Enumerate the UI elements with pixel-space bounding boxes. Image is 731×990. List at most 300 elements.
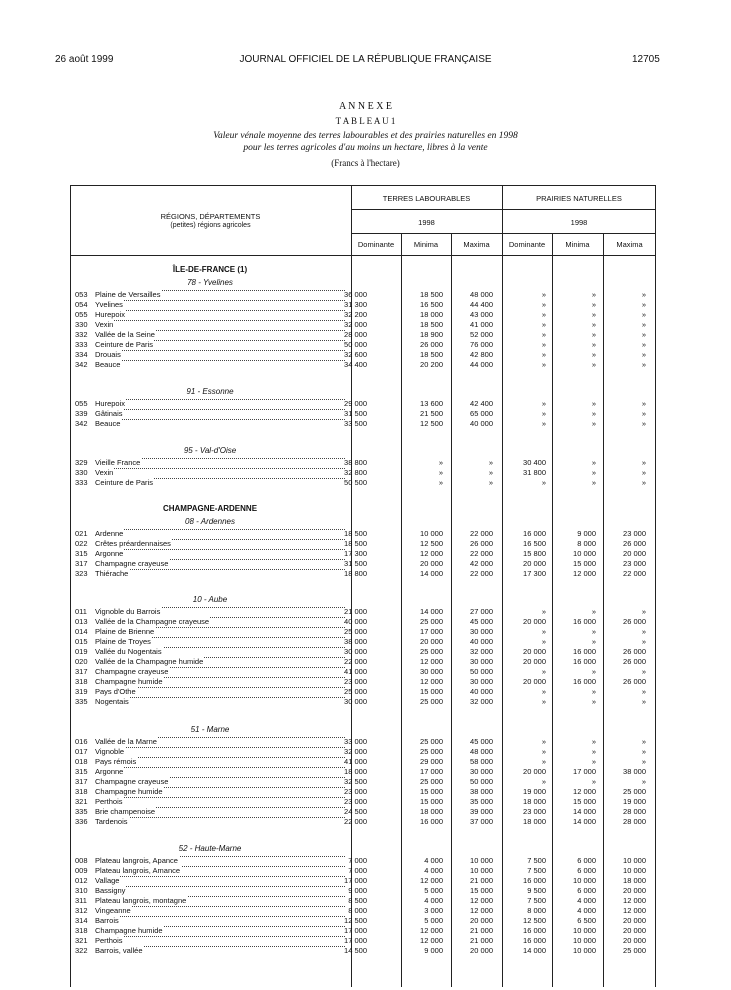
prairies-header: PRAIRIES NATURELLES bbox=[536, 194, 622, 203]
header-rule bbox=[70, 255, 656, 256]
table-row bbox=[0, 787, 731, 797]
table-row bbox=[0, 757, 731, 767]
table-row bbox=[0, 777, 731, 787]
terres-minima-value: 12 000 bbox=[420, 926, 443, 935]
terres-dominante-value: 18 000 bbox=[344, 767, 367, 776]
prairies-minima-value: 14 000 bbox=[573, 817, 596, 826]
table-row bbox=[0, 607, 731, 617]
leader-dots bbox=[95, 320, 345, 321]
table-row bbox=[0, 559, 731, 569]
terres-maxima-value: 22 000 bbox=[470, 529, 493, 538]
region-code: 009 bbox=[75, 866, 88, 875]
table-row bbox=[0, 360, 731, 370]
terres-maxima-value: 37 000 bbox=[470, 817, 493, 826]
terres-maxima-value: 48 000 bbox=[470, 747, 493, 756]
prairies-minima-value: 16 000 bbox=[573, 677, 596, 686]
region-name: Plaine de Brienne bbox=[95, 627, 155, 636]
terres-maxima-value: 35 000 bbox=[470, 797, 493, 806]
terres-dominante-value: 24 500 bbox=[344, 807, 367, 816]
prairies-dominante-value: 16 000 bbox=[523, 926, 546, 935]
region-name: Plaine de Troyes bbox=[95, 637, 151, 646]
prairies-minima-value: 9 000 bbox=[577, 529, 596, 538]
region-code: 318 bbox=[75, 787, 88, 796]
terres-maxima-value: 30 000 bbox=[470, 767, 493, 776]
terres-maxima-value: 44 400 bbox=[470, 300, 493, 309]
region-name-cell bbox=[95, 360, 345, 370]
prairies-maxima-value: 26 000 bbox=[623, 647, 646, 656]
prairies-dominante-value: 7 500 bbox=[527, 896, 546, 905]
terres-minima-value: 15 000 bbox=[420, 797, 443, 806]
prairies-maxima-value: » bbox=[641, 350, 646, 359]
region-name: Thiérache bbox=[95, 569, 129, 578]
terres-minima-value: 14 000 bbox=[420, 607, 443, 616]
region-name: Pays rémois bbox=[95, 757, 137, 766]
leader-dots bbox=[95, 797, 345, 798]
region-name: Champagne humide bbox=[95, 926, 163, 935]
region-name-cell bbox=[95, 559, 345, 569]
prairies-maxima-value: 20 000 bbox=[623, 549, 646, 558]
table-row bbox=[0, 549, 731, 559]
terres-dominante-value: 31 500 bbox=[344, 559, 367, 568]
region-code: 315 bbox=[75, 549, 88, 558]
terres-dominante-value: 22 000 bbox=[344, 657, 367, 666]
terres-maxima-value: 32 000 bbox=[470, 697, 493, 706]
terres-maxima-value: 20 000 bbox=[470, 946, 493, 955]
region-code: 335 bbox=[75, 807, 88, 816]
terres-minima-value: 25 000 bbox=[420, 777, 443, 786]
region-code: 022 bbox=[75, 539, 88, 548]
terres-dominante-value: 34 400 bbox=[344, 360, 367, 369]
terres-maxima-value: 21 000 bbox=[470, 936, 493, 945]
region-name-cell bbox=[95, 866, 345, 876]
prairies-minima-value: » bbox=[591, 687, 596, 696]
terres-maxima-value: 40 000 bbox=[470, 637, 493, 646]
region-name: Vallée de la Marne bbox=[95, 737, 157, 746]
terres-dominante-value: 7 000 bbox=[348, 866, 367, 875]
prairies-minima-value: 15 000 bbox=[573, 559, 596, 568]
prairies-maxima-value: 20 000 bbox=[623, 936, 646, 945]
table-row bbox=[0, 657, 731, 667]
region-name-cell bbox=[95, 330, 345, 340]
terres-dominante-value: 7 000 bbox=[348, 856, 367, 865]
terres-dominante-value: 25 000 bbox=[344, 687, 367, 696]
terres-dominante-value: 32 500 bbox=[344, 777, 367, 786]
leader-dots bbox=[95, 916, 345, 917]
terres-dominante-value: 23 000 bbox=[344, 677, 367, 686]
region-code: 335 bbox=[75, 697, 88, 706]
table-row bbox=[0, 458, 731, 468]
prairies-maxima-value: » bbox=[641, 409, 646, 418]
table-row bbox=[0, 290, 731, 300]
region-name: Nogentais bbox=[95, 697, 129, 706]
department-heading: 91 - Essonne bbox=[186, 387, 234, 396]
region-name-cell bbox=[95, 350, 345, 360]
terres-maxima-value: 21 000 bbox=[470, 876, 493, 885]
region-code: 310 bbox=[75, 886, 88, 895]
region-name: Vexin bbox=[95, 320, 114, 329]
leader-dots bbox=[95, 310, 345, 311]
region-name-cell bbox=[95, 607, 345, 617]
region-name-cell bbox=[95, 320, 345, 330]
table-row bbox=[0, 936, 731, 946]
leader-dots bbox=[95, 906, 345, 907]
prairies-minima-value: 10 000 bbox=[573, 876, 596, 885]
table-row bbox=[0, 767, 731, 777]
region-code: 317 bbox=[75, 559, 88, 568]
region-name-cell bbox=[95, 946, 345, 956]
region-name: Champagne crayeuse bbox=[95, 667, 169, 676]
terres-header: TERRES LABOURABLES bbox=[382, 194, 471, 203]
prairies-minima-value: » bbox=[591, 627, 596, 636]
prairies-minima-value: » bbox=[591, 667, 596, 676]
terres-minima-value: 16 000 bbox=[420, 817, 443, 826]
prairies-dominante-value: 9 500 bbox=[527, 886, 546, 895]
region-name-cell bbox=[95, 807, 345, 817]
terres-maxima-value: 15 000 bbox=[470, 886, 493, 895]
table-row bbox=[0, 320, 731, 330]
region-code: 017 bbox=[75, 747, 88, 756]
region-code: 011 bbox=[75, 607, 87, 616]
prairies-maxima-value: 20 000 bbox=[623, 886, 646, 895]
leader-dots bbox=[95, 360, 345, 361]
prairies-dominante-value: » bbox=[541, 310, 546, 319]
terres-maxima-value: 45 000 bbox=[470, 737, 493, 746]
region-code: 318 bbox=[75, 926, 88, 935]
terres-minima-value: 29 000 bbox=[420, 757, 443, 766]
table-row bbox=[0, 667, 731, 677]
terres-dominante-value: 14 500 bbox=[344, 946, 367, 955]
table-row bbox=[0, 687, 731, 697]
region-name-cell bbox=[95, 300, 345, 310]
terres-dominante-value: 29 000 bbox=[344, 399, 367, 408]
terres-dominante-value: 31 300 bbox=[344, 300, 367, 309]
region-name: Gâtinais bbox=[95, 409, 123, 418]
region-name: Vingeanne bbox=[95, 906, 131, 915]
table-row bbox=[0, 330, 731, 340]
table-row bbox=[0, 468, 731, 478]
terres-maxima-value: 26 000 bbox=[470, 539, 493, 548]
terres-minima-value: 10 000 bbox=[420, 529, 443, 538]
prairies-dominante-value: 19 000 bbox=[523, 787, 546, 796]
region-code: 330 bbox=[75, 468, 88, 477]
terres-maxima-value: 76 000 bbox=[470, 340, 493, 349]
region-name: Argonne bbox=[95, 767, 124, 776]
region-name-cell bbox=[95, 647, 345, 657]
terres-maxima-value: 38 000 bbox=[470, 787, 493, 796]
table-row bbox=[0, 807, 731, 817]
region-name-cell bbox=[95, 617, 345, 627]
prairies-minima-value: 4 000 bbox=[577, 896, 596, 905]
region-name-cell bbox=[95, 737, 345, 747]
region-name-cell bbox=[95, 886, 345, 896]
terres-dominante-value: 18 800 bbox=[344, 569, 367, 578]
prairies-dominante-value: » bbox=[541, 340, 546, 349]
leader-dots bbox=[95, 419, 345, 420]
prairies-maxima-value: » bbox=[641, 607, 646, 616]
terres-minima-value: 25 000 bbox=[420, 737, 443, 746]
terres-minima-value: 15 000 bbox=[420, 687, 443, 696]
region-name-cell bbox=[95, 677, 345, 687]
terres-maxima-value: 50 000 bbox=[470, 777, 493, 786]
prairies-maxima-value: » bbox=[641, 458, 646, 467]
region-name: Brie champenoise bbox=[95, 807, 156, 816]
terres-minima-value: 12 500 bbox=[420, 419, 443, 428]
prairies-minima-value: » bbox=[591, 409, 596, 418]
prairies-maxima-value: » bbox=[641, 687, 646, 696]
prairies-minima-value: » bbox=[591, 350, 596, 359]
prairies-minima-value: 6 500 bbox=[577, 916, 596, 925]
prairies-maxima-value: » bbox=[641, 747, 646, 756]
region-name-cell bbox=[95, 916, 345, 926]
terres-minima-value: 18 000 bbox=[420, 807, 443, 816]
prairies-maxima-value: 26 000 bbox=[623, 677, 646, 686]
page-date: 26 août 1999 bbox=[55, 54, 114, 65]
terres-maxima-value: 44 000 bbox=[470, 360, 493, 369]
region-code: 342 bbox=[75, 360, 88, 369]
prairies-minima-value: » bbox=[591, 419, 596, 428]
prairies-minima-value: » bbox=[591, 637, 596, 646]
prairies-maxima-value: 20 000 bbox=[623, 916, 646, 925]
region-name-cell bbox=[95, 687, 345, 697]
region-name: Beauce bbox=[95, 419, 121, 428]
terres-maxima-value: 22 000 bbox=[470, 569, 493, 578]
terres-maxima-value: 12 000 bbox=[470, 896, 493, 905]
prairies-maxima-value: » bbox=[641, 310, 646, 319]
terres-dominante-header: Dominante bbox=[357, 240, 395, 249]
prairies-dominante-value: » bbox=[541, 360, 546, 369]
prairies-minima-value: » bbox=[591, 468, 596, 477]
terres-dominante-value: 17 000 bbox=[344, 936, 367, 945]
prairies-minima-value: 6 000 bbox=[577, 886, 596, 895]
region-code: 332 bbox=[75, 330, 88, 339]
table-row bbox=[0, 529, 731, 539]
terres-minima-value: 4 000 bbox=[424, 896, 443, 905]
prairies-dominante-value: 18 000 bbox=[523, 817, 546, 826]
region-code: 008 bbox=[75, 856, 88, 865]
terres-minima-value: 12 000 bbox=[420, 876, 443, 885]
region-heading: CHAMPAGNE-ARDENNE bbox=[162, 504, 258, 513]
terres-minima-value: 20 000 bbox=[420, 637, 443, 646]
terres-dominante-value: 38 000 bbox=[344, 637, 367, 646]
terres-maxima-value: 39 000 bbox=[470, 807, 493, 816]
terres-dominante-value: 22 000 bbox=[344, 817, 367, 826]
regions-subheader: (petites) régions agricoles bbox=[170, 222, 251, 229]
region-code: 329 bbox=[75, 458, 88, 467]
prairies-maxima-value: » bbox=[641, 757, 646, 766]
terres-minima-value: 12 000 bbox=[420, 936, 443, 945]
leader-dots bbox=[95, 747, 345, 748]
table-row bbox=[0, 946, 731, 956]
terres-maxima-value: » bbox=[488, 458, 493, 467]
prairies-maxima-value: » bbox=[641, 330, 646, 339]
terres-minima-value: 26 000 bbox=[420, 340, 443, 349]
region-code: 311 bbox=[75, 896, 87, 905]
region-name: Tardenois bbox=[95, 817, 128, 826]
terres-minima-value: 9 000 bbox=[424, 946, 443, 955]
region-name: Vallée de la Champagne humide bbox=[95, 657, 204, 666]
region-name: Beauce bbox=[95, 360, 121, 369]
region-name-cell bbox=[95, 539, 345, 549]
prairies-maxima-value: 23 000 bbox=[623, 559, 646, 568]
terres-dominante-value: 30 000 bbox=[344, 697, 367, 706]
prairies-dominante-value: 16 500 bbox=[523, 539, 546, 548]
table-row bbox=[0, 627, 731, 637]
region-code: 016 bbox=[75, 737, 88, 746]
terres-dominante-value: 17 000 bbox=[344, 876, 367, 885]
region-name-cell bbox=[95, 290, 345, 300]
prairies-maxima-value: » bbox=[641, 478, 646, 487]
region-code: 054 bbox=[75, 300, 88, 309]
table-row bbox=[0, 866, 731, 876]
region-name-cell bbox=[95, 817, 345, 827]
region-name: Vallée du Nogentais bbox=[95, 647, 162, 656]
terres-minima-value: 25 000 bbox=[420, 647, 443, 656]
prairies-dominante-value: 20 000 bbox=[523, 677, 546, 686]
region-name: Barrois bbox=[95, 916, 119, 925]
region-name: Vignoble du Barrois bbox=[95, 607, 161, 616]
terres-dominante-value: 50 000 bbox=[344, 340, 367, 349]
region-name: Plaine de Versailles bbox=[95, 290, 161, 299]
region-name-cell bbox=[95, 926, 345, 936]
region-name: Ardenne bbox=[95, 529, 124, 538]
terres-minima-value: 5 000 bbox=[424, 916, 443, 925]
region-name: Vieille France bbox=[95, 458, 141, 467]
table-row bbox=[0, 399, 731, 409]
prairies-minima-value: 15 000 bbox=[573, 797, 596, 806]
prairies-maxima-value: » bbox=[641, 300, 646, 309]
terres-minima-value: » bbox=[438, 458, 443, 467]
table-row bbox=[0, 300, 731, 310]
region-name-cell bbox=[95, 777, 345, 787]
terres-dominante-value: 30 000 bbox=[344, 647, 367, 656]
region-code: 317 bbox=[75, 777, 88, 786]
prairies-dominante-value: 20 000 bbox=[523, 559, 546, 568]
terres-dominante-value: 36 000 bbox=[344, 290, 367, 299]
prairies-minima-value: » bbox=[591, 399, 596, 408]
table-row bbox=[0, 797, 731, 807]
region-code: 323 bbox=[75, 569, 88, 578]
table-row bbox=[0, 419, 731, 429]
region-name-cell bbox=[95, 797, 345, 807]
terres-maxima-value: 10 000 bbox=[470, 866, 493, 875]
terres-dominante-value: 8 500 bbox=[348, 896, 367, 905]
prairies-minima-value: 12 000 bbox=[573, 787, 596, 796]
region-name-cell bbox=[95, 657, 345, 667]
region-name-cell bbox=[95, 787, 345, 797]
prairies-dominante-value: 8 000 bbox=[527, 906, 546, 915]
terres-minima-value: 25 000 bbox=[420, 617, 443, 626]
region-name: Ceinture de Paris bbox=[95, 340, 153, 349]
region-name-cell bbox=[95, 936, 345, 946]
prairies-dominante-value: » bbox=[541, 350, 546, 359]
terres-minima-value: 4 000 bbox=[424, 856, 443, 865]
terres-maxima-value: 50 000 bbox=[470, 667, 493, 676]
prairies-dominante-value: » bbox=[541, 687, 546, 696]
region-code: 053 bbox=[75, 290, 88, 299]
prairies-maxima-value: 19 000 bbox=[623, 797, 646, 806]
region-name-cell bbox=[95, 637, 345, 647]
prairies-dominante-value: » bbox=[541, 419, 546, 428]
region-code: 334 bbox=[75, 350, 88, 359]
region-code: 342 bbox=[75, 419, 88, 428]
regions-header: RÉGIONS, DÉPARTEMENTS bbox=[160, 212, 261, 221]
prairies-maxima-value: 26 000 bbox=[623, 539, 646, 548]
prairies-dominante-value: 12 500 bbox=[523, 916, 546, 925]
terres-dominante-value: 32 200 bbox=[344, 310, 367, 319]
prairies-maxima-value: 20 000 bbox=[623, 926, 646, 935]
prairies-dominante-value: » bbox=[541, 290, 546, 299]
department-heading: 78 - Yvelines bbox=[187, 278, 233, 287]
prairies-dominante-value: 20 000 bbox=[523, 617, 546, 626]
prairies-maxima-value: 25 000 bbox=[623, 946, 646, 955]
region-name-cell bbox=[95, 876, 345, 886]
terres-minima-value: 17 000 bbox=[420, 767, 443, 776]
prairies-minima-value: 10 000 bbox=[573, 549, 596, 558]
table-row bbox=[0, 906, 731, 916]
region-name-cell bbox=[95, 468, 345, 478]
region-name: Champagne crayeuse bbox=[95, 559, 169, 568]
terres-dominante-value: 50 500 bbox=[344, 478, 367, 487]
region-name: Perthois bbox=[95, 936, 123, 945]
prairies-maxima-value: » bbox=[641, 340, 646, 349]
region-name-cell bbox=[95, 569, 345, 579]
region-code: 336 bbox=[75, 817, 88, 826]
terres-minima-value: 12 000 bbox=[420, 677, 443, 686]
region-code: 318 bbox=[75, 677, 88, 686]
region-code: 319 bbox=[75, 687, 88, 696]
prairies-minima-value: » bbox=[591, 777, 596, 786]
region-name: Bassigny bbox=[95, 886, 126, 895]
terres-minima-value: 12 500 bbox=[420, 539, 443, 548]
region-heading: ÎLE-DE-FRANCE (1) bbox=[172, 265, 248, 274]
terres-dominante-value: 9 000 bbox=[348, 886, 367, 895]
prairies-maxima-value: 26 000 bbox=[623, 657, 646, 666]
region-code: 015 bbox=[75, 637, 88, 646]
region-code: 330 bbox=[75, 320, 88, 329]
prairies-maxima-value: » bbox=[641, 290, 646, 299]
leader-dots bbox=[95, 549, 345, 550]
terres-maxima-value: 30 000 bbox=[470, 677, 493, 686]
terres-maxima-value: 42 800 bbox=[470, 350, 493, 359]
prairies-minima-value: » bbox=[591, 320, 596, 329]
terres-maxima-value: 41 000 bbox=[470, 320, 493, 329]
region-name-cell bbox=[95, 478, 345, 488]
prairies-dominante-value: » bbox=[541, 747, 546, 756]
prairies-minima-value: » bbox=[591, 310, 596, 319]
prairies-maxima-value: » bbox=[641, 399, 646, 408]
prairies-maxima-value: 28 000 bbox=[623, 817, 646, 826]
region-code: 321 bbox=[75, 797, 88, 806]
prairies-minima-value: 4 000 bbox=[577, 906, 596, 915]
terres-minima-value: 20 200 bbox=[420, 360, 443, 369]
terres-dominante-value: 32 600 bbox=[344, 350, 367, 359]
prairies-minima-value: » bbox=[591, 478, 596, 487]
table-row bbox=[0, 896, 731, 906]
region-name-cell bbox=[95, 458, 345, 468]
terres-minima-value: 16 500 bbox=[420, 300, 443, 309]
terres-maxima-value: 32 000 bbox=[470, 647, 493, 656]
prairies-minima-value: 6 000 bbox=[577, 856, 596, 865]
table-row bbox=[0, 916, 731, 926]
terres-dominante-value: 32 000 bbox=[344, 747, 367, 756]
region-name: Perthois bbox=[95, 797, 123, 806]
leader-dots bbox=[95, 399, 345, 400]
region-code: 012 bbox=[75, 876, 88, 885]
terres-minima-value: 30 000 bbox=[420, 667, 443, 676]
region-name: Vignoble bbox=[95, 747, 125, 756]
region-name: Drouais bbox=[95, 350, 121, 359]
table-row bbox=[0, 876, 731, 886]
